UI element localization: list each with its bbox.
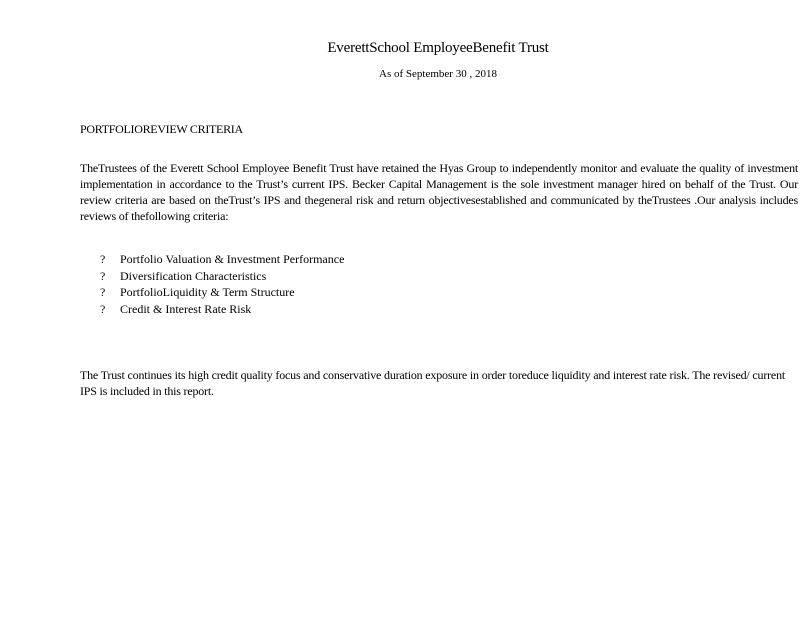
closing-paragraph: The Trust continues its high credit quality focus and conservative duration exposure in order toreduce liquidity and interest rate risk. The revised/ current IPS is included in this report. [80, 368, 785, 398]
criteria-item-label: Credit & Interest Rate Risk [120, 301, 252, 316]
criteria-item-label: Portfolio Valuation & Investment Performance [120, 252, 345, 266]
list-item [100, 284, 344, 301]
bullet-icon: ? [100, 268, 106, 283]
bullet-icon: ? [100, 252, 106, 266]
list-item [100, 301, 344, 318]
report-date: As of September 30 , 2018 [379, 68, 497, 80]
list-item [100, 251, 344, 268]
criteria-item-label: Diversification Characteristics [120, 268, 267, 283]
criteria-item-label: PortfolioLiquidity & Term Structure [120, 285, 295, 299]
intro-paragraph: TheTrustees of the Everett School Employee Benefit Trust have retained the Hyas Group to independently monitor and evaluate the quality of investment implementation in accordance to the Trust’s current IPS. Becker Capital Management is the sole investment manager hired on behalf of the Trust. Our review criteria are based on theTrust’s IPS and thegeneral risk and return objectivesestablished and communicated by theTrustees .Our analysis includes reviews of thefollowing criteria: [80, 161, 798, 223]
bullet-icon: ? [100, 285, 106, 299]
document-title: EverettSchool EmployeeBenefit Trust [327, 40, 549, 56]
section-heading: PORTFOLIOREVIEW CRITERIA [80, 122, 243, 136]
list-item [100, 268, 344, 285]
criteria-list [100, 251, 344, 317]
bullet-icon: ? [100, 301, 106, 316]
